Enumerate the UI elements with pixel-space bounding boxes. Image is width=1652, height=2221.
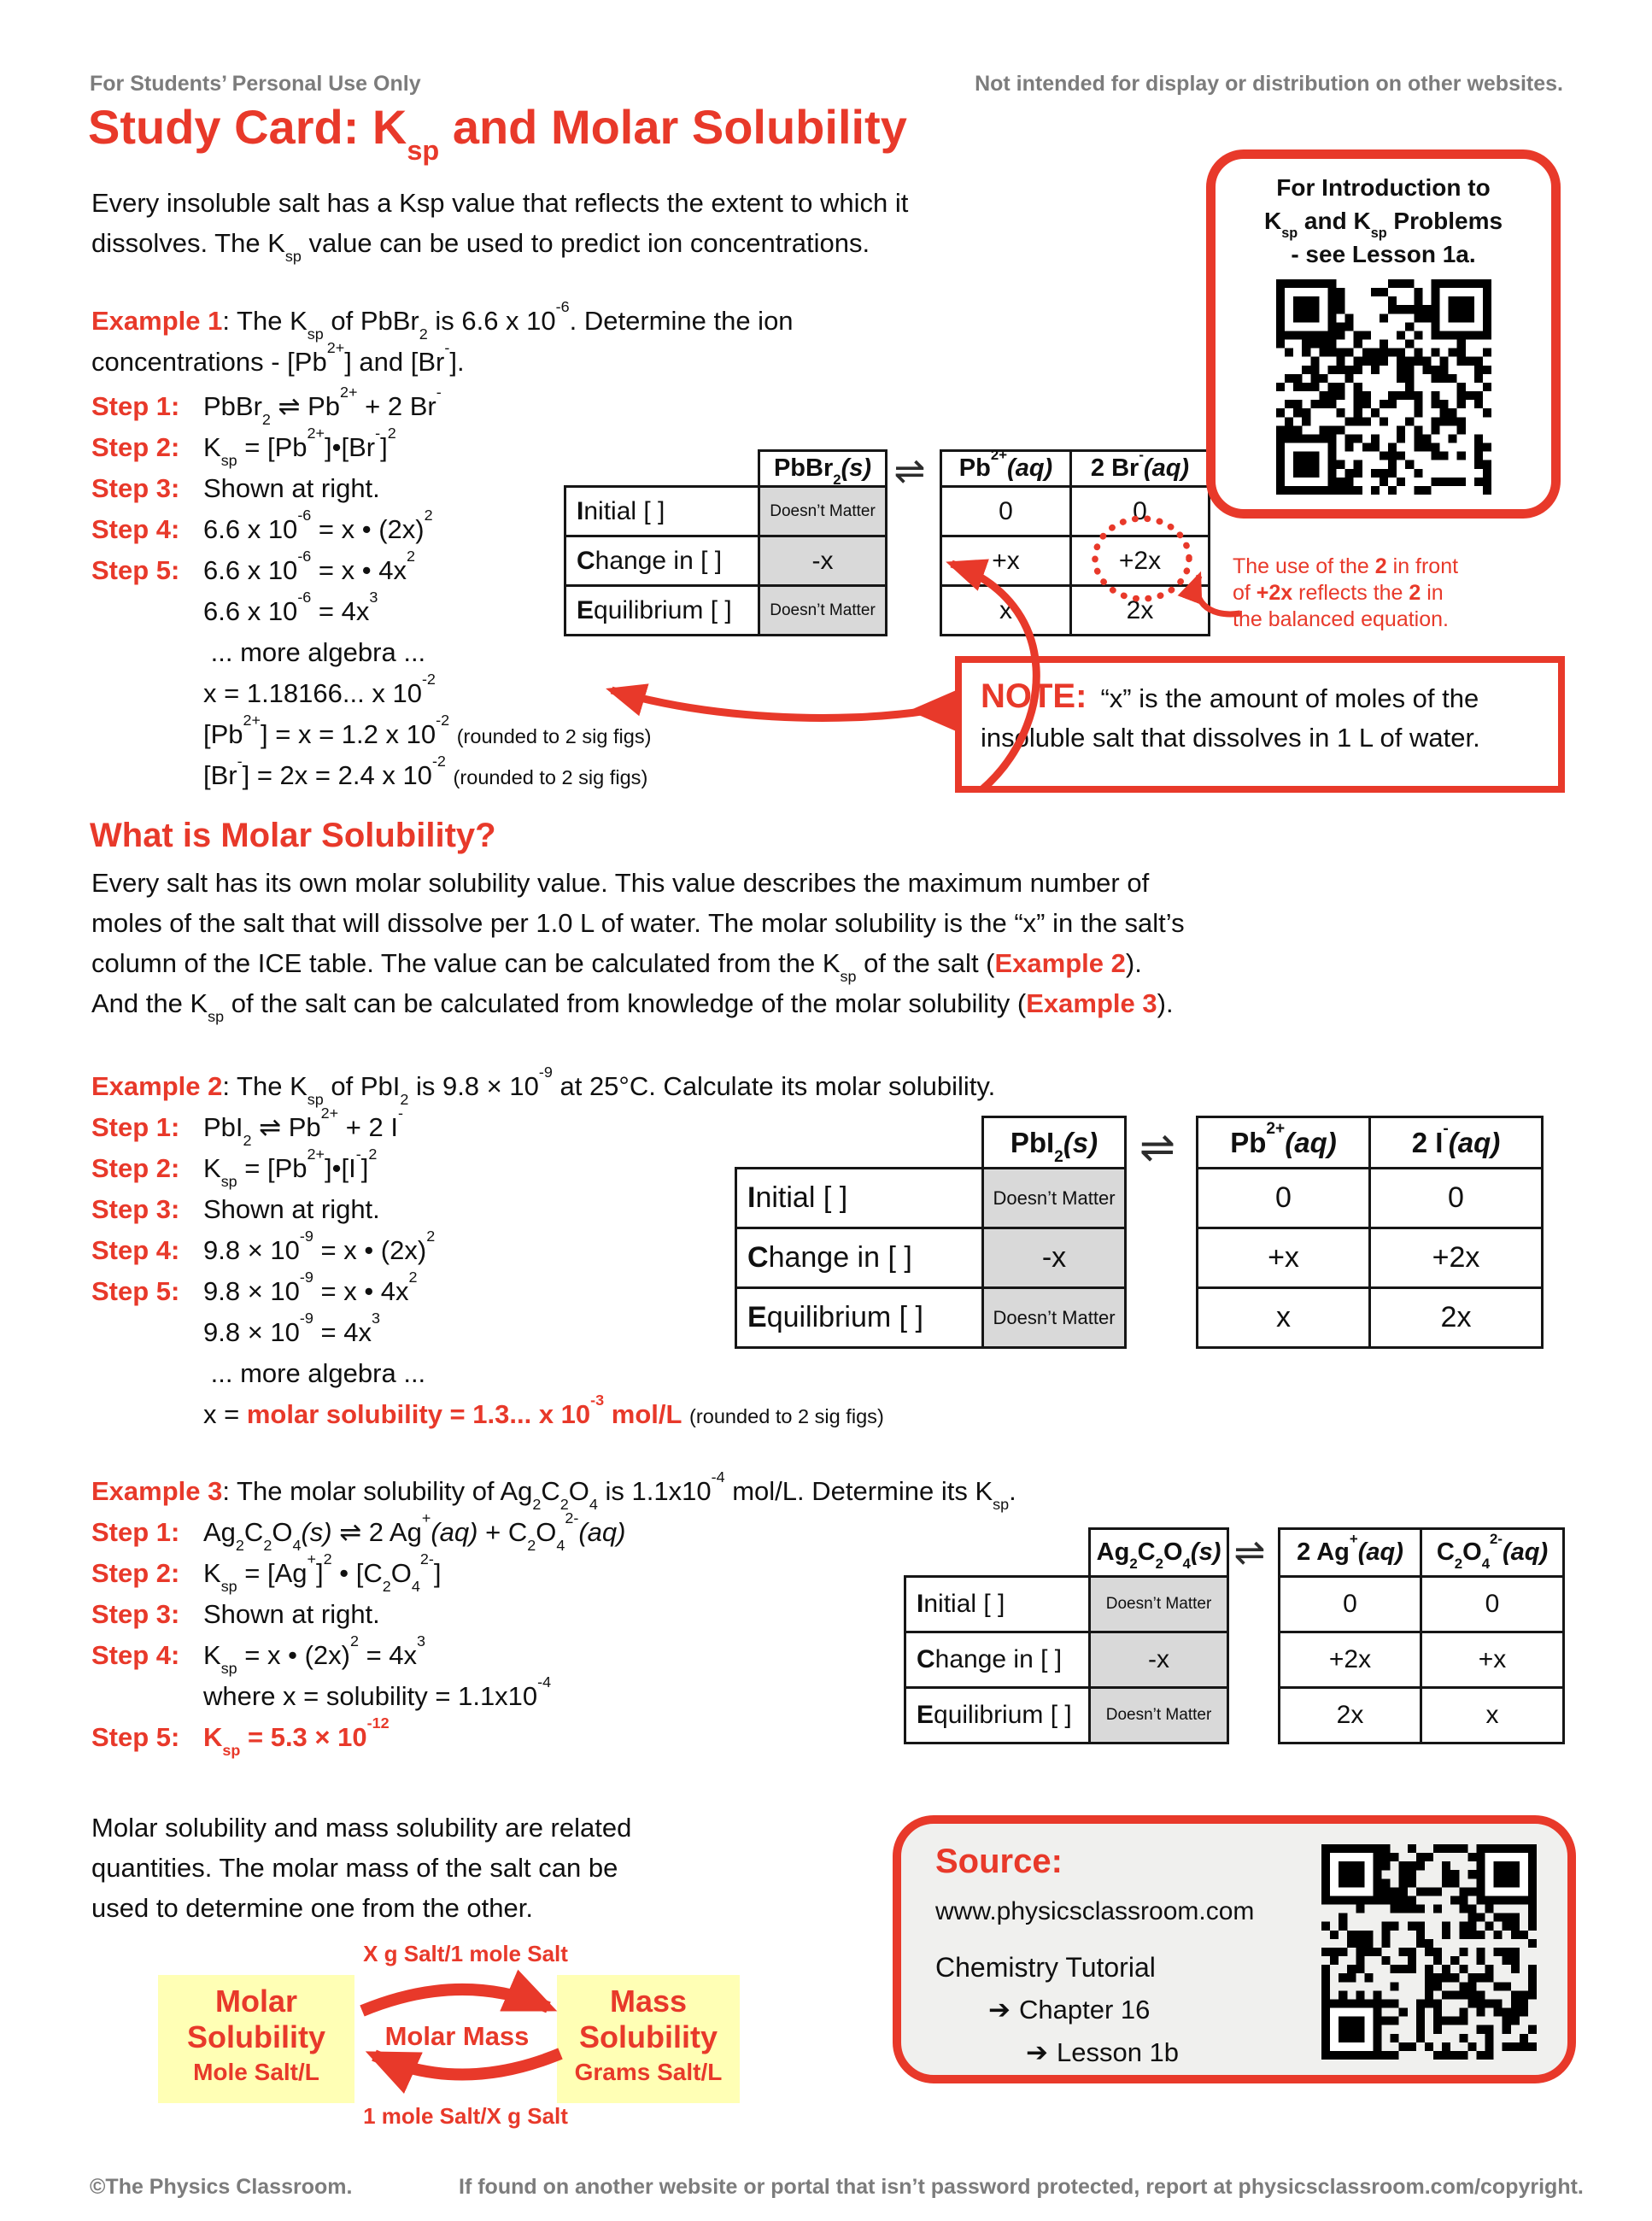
ice-salt-header: PbBr$_2$(s) [759,451,887,487]
ice-row-label: Change in [ ] [905,1632,1090,1688]
ice-row-label: Initial [ ] [905,1577,1090,1632]
ice-cell: 2x [1370,1288,1543,1348]
step-text: ... more algebra ... [203,1358,426,1388]
step-line [91,632,651,673]
lesson-box-line: $K_{sp}$ and $K_{sp}$ Problems [1263,208,1503,242]
step-line [91,1353,884,1394]
arrow-right-icon: ➔ [1026,2037,1048,2067]
note-text-line: “x” is the amount of moles of the [1100,683,1479,713]
ice-cell: -x [983,1228,1126,1288]
ice-cell: x [1198,1288,1370,1348]
qr-code-icon [1321,1844,1537,2060]
step-text: where x = solubility = $1.1x10^{-4}$ [203,1673,552,1711]
ice-table-right [940,446,1210,636]
step-label: Step 3: [91,473,180,503]
ice-cell: 0 [1280,1577,1421,1632]
ice-cell: 0 [941,487,1071,536]
ice-cell: x [941,586,1071,636]
box-line: Mass [609,1984,688,2019]
step-text: Shown at right. [203,473,380,503]
step-text: PbI$_2$ ⇌ $Pb^{2+} + 2$ I- [203,1105,403,1150]
ice-table-right [1196,1116,1544,1349]
ice-cell: Doesn’t Matter [759,487,887,536]
ice-cell: 0 [1071,487,1210,536]
red-arrow-to-x-value [612,690,928,718]
box-line: Solubility [187,2019,325,2054]
step-line [91,1714,625,1760]
paragraph-line: Every salt has its own molar solubility value. This value describes the maximum number of [91,868,1150,898]
step-line [91,1673,625,1717]
qr-code-icon [1276,279,1491,495]
example2-heading-line: Example 2: The $K_{sp}$ of PbI$_2$ is $9.8 \times 10^{-9}$ at 25°C. Calculate its molar solubility. [91,1064,996,1109]
step-text: $9.8 \times 10^{-9} = 4x^3$ [203,1310,380,1347]
paragraph-line: quantities. The molar mass of the salt can be [91,1853,618,1883]
step-label: Step 2: [91,1153,180,1183]
note-label: NOTE: [981,677,1087,715]
lesson-callout-box [1206,149,1561,519]
plus2x-annotation [1233,554,1458,633]
step-text: ... more algebra ... [203,637,426,667]
step-label: Step 4: [91,1235,180,1265]
step-text: 6.6 x $10^{-6} = x$ • $(2x)^2$ [203,507,433,544]
ice-ion-header: 2 I-(aq) [1370,1117,1543,1169]
step-label: Step 1: [91,1112,180,1142]
paragraph-line: moles of the salt that will dissolve per 1.0 L of water. The molar solubility is the “x” in the salt’s [91,908,1185,938]
source-box [893,1815,1576,2083]
example1-heading [91,298,794,383]
mass-solubility-box [557,1975,740,2103]
ice-cell: +x [1421,1632,1564,1688]
ice-row-label: Equilibrium [ ] [905,1688,1090,1743]
step-text: 6.6 x $10^{-6} = 4x^3$ [203,589,378,626]
step-line [91,755,651,796]
step-text: Shown at right. [203,1194,380,1224]
step-text: $K_{sp} = x$ • $(2x)^2 = 4x^3$ [203,1632,426,1678]
step-text: PbBr$_2$ ⇌ $Pb^{2+} + 2$ Br- [203,384,442,429]
ice-cell: +2x [1280,1632,1421,1688]
ice-table-right [1278,1527,1565,1744]
step-label: Step 3: [91,1599,180,1629]
footer-copyright: ©The Physics Classroom. [90,2175,353,2199]
ice-cell: 2x [1071,586,1210,636]
step-line [91,1509,626,1555]
step-label: Step 5: [91,1722,180,1752]
step-text: $9.8 \times 10^{-9} = x$ • $4x^2$ [203,1269,418,1306]
ice-ion-header: $C_2O_4^{2-}(aq)$ [1421,1529,1564,1577]
ice-ion-header: $Pb^{2+}(aq)$ [1198,1117,1370,1169]
ice-cell: +2x [1370,1228,1543,1288]
paragraph-line: used to determine one from the other. [91,1893,533,1923]
ice-ion-header: $Pb^{2+}(aq)$ [941,451,1071,487]
ice-cell: +2x [1071,536,1210,586]
annotation-line: The use of the 2 in front [1233,554,1459,578]
step-label: Step 5: [91,1276,180,1306]
ice-table-pbi2 [735,1116,1546,1348]
box-line: Molar [214,1984,297,2019]
lesson-box-line: - see Lesson 1a. [1291,241,1476,267]
ice-cell: 0 [1370,1169,1543,1228]
header-left-note: For Students’ Personal Use Only [90,72,421,96]
conversion-top-label: X g Salt/1 mole Salt [363,1941,568,1966]
step-line [91,1550,625,1596]
step-line [91,1594,625,1635]
molar-solubility-box [158,1975,354,2103]
footer-report-note: If found on another website or portal that isn’t password protected, report at physicsclassroom.com/copyright. [459,2175,1584,2199]
step-label: Step 1: [91,1517,180,1547]
example3-heading [91,1468,1016,1514]
diagram-arrow-left [374,2054,560,2075]
equilibrium-arrows-icon: ⇌ [1139,1123,1175,1171]
ice-row-label: Initial [ ] [736,1169,983,1228]
ice-table-ag2c2o4 [904,1527,1567,1743]
header-right-note: Not intended for display or distribution on other websites. [975,72,1563,96]
step-text: $K_{sp} = [Ag^+]^2$ • $[C_2O_4^{2-}]$ [203,1550,442,1596]
step-label: Step 1: [91,391,180,421]
molar-mass-label: Molar Mass [384,2021,530,2051]
step-line [91,673,651,714]
ice-salt-header: PbI$_2$(s) [983,1117,1126,1169]
step-line [91,1394,884,1435]
step-text: $9.8 \times 10^{-9} = x$ • $(2x)^2$ [203,1228,436,1265]
ice-cell: Doesn’t Matter [1090,1688,1228,1743]
note-pointer-triangle [909,689,960,733]
note-box [955,656,1565,793]
lesson-box-line: For Introduction to [1276,174,1491,201]
step-label: Step 4: [91,514,180,544]
step-text: x = molar solubility = 1.3... x $10^{-3}$ mol/L (rounded to 2 sig figs) [203,1392,884,1429]
ice-cell: 0 [1198,1169,1370,1228]
step-label: Step 3: [91,1194,180,1224]
step-label: Step 2: [91,1558,180,1588]
ice-table-left [904,1527,1229,1744]
example1-heading-line: Example 1: The $K_{sp}$ of PbBr$_2$ is 6.6 x $10^{-6}$. Determine the ion [91,298,794,343]
ice-row-label: Equilibrium [ ] [565,586,759,636]
source-lesson-label: Lesson 1b [1056,2037,1180,2067]
ice-cell: Doesn’t Matter [983,1169,1126,1228]
ice-table-left [735,1116,1127,1349]
step-line [91,714,651,755]
paragraph-line: And the $K_{sp}$ of the salt can be calculated from knowledge of the molar solubility (Example 3). [91,988,1174,1026]
ice-table-pbbr2 [564,446,1213,634]
paragraph-line: Molar solubility and mass solubility are related [91,1813,632,1843]
source-url: www.physicsclassroom.com [935,1897,1255,1925]
step-label: Step 5: [91,555,180,585]
step-text: 6.6 x $10^{-6} = x$ • $4x^2$ [203,548,415,585]
step-line [91,1632,625,1678]
ice-cell: Doesn’t Matter [983,1288,1126,1348]
conversion-bottom-label: 1 mole Salt/X g Salt [363,2103,568,2129]
ice-salt-header: $Ag_2C_2O_4(s)$ [1090,1529,1228,1577]
ice-row-label: Initial [ ] [565,487,759,536]
source-label: Source: [935,1843,1063,1880]
step-text: Shown at right. [203,1599,380,1629]
intro-line: dissolves. The $K_{sp}$ value can be used to predict ion concentrations. [91,228,870,266]
step-label: Step 2: [91,432,180,462]
ice-cell: -x [759,536,887,586]
step-text: [Br-] = 2x = 2.4 x $10^{-2}$ (rounded to 2 sig figs) [203,753,648,790]
annotation-line: the balanced equation. [1233,607,1449,631]
note-text-line: insoluble salt that dissolves in 1 L of water. [981,723,1480,753]
ice-cell: +x [1198,1228,1370,1288]
box-line: Solubility [579,2019,718,2054]
source-chapter-label: Chapter 16 [1018,1995,1151,2025]
arrow-right-icon: ➔ [988,1995,1011,2025]
ice-cell: +x [941,536,1071,586]
example2-heading [91,1066,995,1107]
example1-heading-line: concentrations - $[Pb^{2+}]$ and [Br-]. [91,339,465,377]
paragraph-line: column of the ICE table. The value can be calculated from the $K_{sp}$ of the salt (Example 2). [91,948,1142,986]
ice-cell: 0 [1421,1577,1564,1632]
ice-ion-header: 2 Ag+(aq) [1280,1529,1421,1577]
example3-heading-line: Example 3: The molar solubility of $Ag_2C_2O_4$ is $1.1x10^{-4}$ mol/L. Determine its $K_{sp}$. [91,1468,1016,1514]
step-text: $[Pb^{2+}] = x = 1.2$ x $10^{-2}$ (rounded to 2 sig figs) [203,712,652,749]
ice-row-label: Change in [ ] [736,1228,983,1288]
ice-row-label: Change in [ ] [565,536,759,586]
step-line [91,386,651,427]
source-chapter-item [988,1995,1150,2025]
step-text: x = 1.18166... x $10^{-2}$ [203,671,436,708]
example3-steps [91,1509,626,1760]
box-line: Grams Salt/L [574,2059,723,2085]
ice-ion-header: 2 Br-(aq) [1071,451,1210,487]
page-title: Study Card: $K_{sp}$ and Molar Solubility [88,100,907,167]
ice-cell: Doesn’t Matter [759,586,887,636]
equilibrium-arrows-icon: ⇌ [893,450,926,492]
ice-cell: Doesn’t Matter [1090,1577,1228,1632]
step-text: $K_{sp}$ = $[Pb^{2+}]•[I^-]^2$ [203,1146,378,1191]
step-text: $K_{sp} = 5.3 \times 10^{-12}$ [203,1714,390,1760]
source-lesson-item [1026,2037,1179,2068]
diagram-arrow-right [362,1990,548,2011]
intro-line: Every insoluble salt has a Ksp value that reflects the extent to which it [91,188,909,218]
ice-cell: 2x [1280,1688,1421,1743]
mass-solubility-paragraph [91,1808,631,1928]
ice-cell: x [1421,1688,1564,1743]
step-text: $K_{sp}$ = $[Pb^{2+}]•[Br^-]^2$ [203,425,396,470]
molar-solubility-paragraph [91,863,1185,1026]
annotation-line: of +2x reflects the 2 in [1233,581,1444,605]
source-tutorial: Chemistry Tutorial [935,1952,1156,1983]
intro-paragraph [91,183,909,266]
step-text: $Ag_2C_2O_4(s)$ ⇌ 2 $Ag^+(aq) + C_2O_4^{2-}(aq)$ [203,1509,626,1555]
ice-table-left [564,449,888,636]
step-label: Step 4: [91,1640,180,1670]
box-line: Mole Salt/L [193,2059,319,2085]
ice-cell: -x [1090,1632,1228,1688]
ice-row-label: Equilibrium [ ] [736,1288,983,1348]
section-heading: What is Molar Solubility? [90,817,496,854]
equilibrium-arrows-icon: ⇌ [1233,1532,1266,1573]
